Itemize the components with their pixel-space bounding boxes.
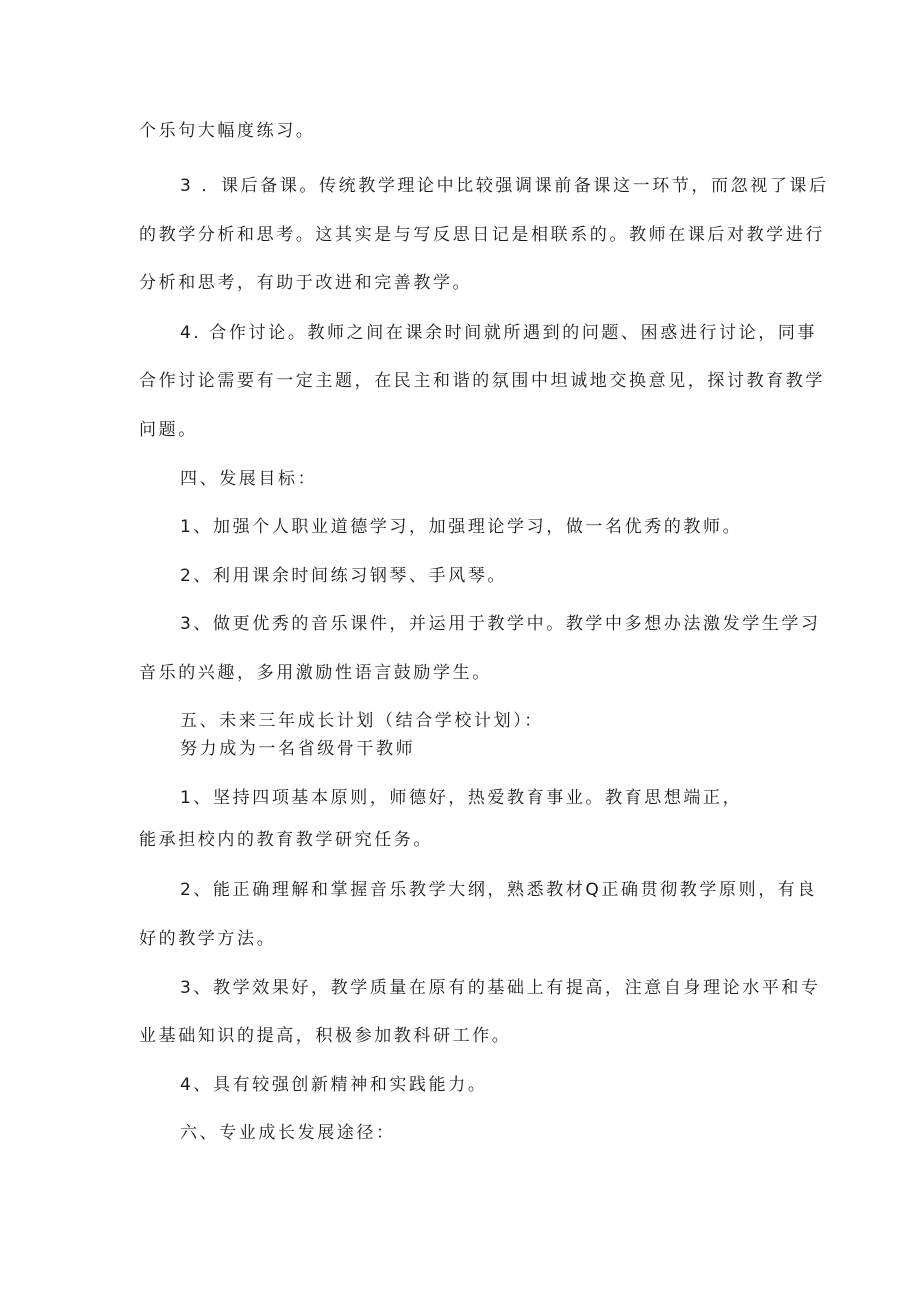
text-line: 音乐的兴趣，多用激励性语言鼓励学生。 xyxy=(139,663,492,683)
text-line: 好的教学方法。 xyxy=(139,929,277,949)
text-line: 1、坚持四项基本原则，师德好，热爱教育事业。教育思想端正， xyxy=(180,788,743,808)
text-line: 3、教学效果好，教学质量在原有的基础上有提高，注意自身理论水平和专 xyxy=(180,978,821,998)
text-line: 3、做更优秀的音乐课件，并运用于教学中。教学中多想办法激发学生学习 xyxy=(180,614,821,634)
text-line: 1、加强个人职业道德学习，加强理论学习，做一名优秀的教师。 xyxy=(180,517,743,537)
section-heading: 六、专业成长发展途径： xyxy=(180,1123,396,1143)
text-line: 努力成为一名省级骨干教师 xyxy=(180,739,416,759)
text-line: 合作讨论需要有一定主题，在民主和谐的氛围中坦诚地交换意见，探讨教育教学 xyxy=(139,371,825,391)
section-heading: 四、发展目标： xyxy=(180,469,318,489)
text-line: 业基础知识的提高，积极参加教科研工作。 xyxy=(139,1026,512,1046)
text-line: 3 ．课后备课。传统教学理论中比较强调课前备课这一环节，而忽视了课后 xyxy=(180,176,829,196)
text-line: 问题。 xyxy=(139,420,198,440)
text-line: 4. 合作讨论。教师之间在课余时间就所遇到的问题、困惑进行讨论，同事 xyxy=(180,323,818,343)
section-heading: 五、未来三年成长计划（结合学校计划）： xyxy=(180,711,544,731)
text-line: 的教学分析和思考。这其实是与写反思日记是相联系的。教师在课后对教学进行 xyxy=(139,225,825,245)
text-line: 个乐句大幅度练习。 xyxy=(139,121,316,141)
text-line: 分析和思考，有助于改进和完善教学。 xyxy=(139,273,473,293)
text-line: 2、利用课余时间练习钢琴、手风琴。 xyxy=(180,566,508,586)
text-line: 4、具有较强创新精神和实践能力。 xyxy=(180,1075,488,1095)
text-line: 能承担校内的教育教学研究任务。 xyxy=(139,830,433,850)
text-line: 2、能正确理解和掌握音乐教学大纲，熟悉教材Q正确贯彻教学原则，有良 xyxy=(180,880,817,900)
